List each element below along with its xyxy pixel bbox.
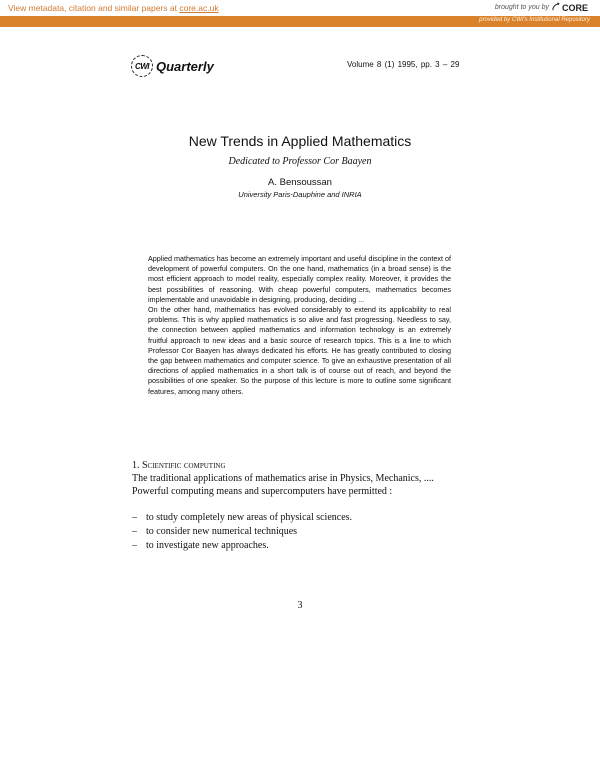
section-number: 1. (132, 460, 140, 471)
list-item-text: to consider new numerical techniques (146, 526, 298, 537)
list-item (132, 511, 470, 524)
core-logo-text: CORE (561, 2, 588, 13)
cwi-badge-icon: CWI (131, 55, 153, 77)
section-intro: The traditional applications of mathematics arise in Physics, Mechanics, .... Powerful computing means and supercomputers have permitted : (132, 473, 434, 497)
list-item-text: to study completely new areas of physical sciences. (146, 512, 353, 523)
core-logo-icon (551, 2, 560, 13)
section-heading (132, 460, 226, 471)
core-link-domain[interactable]: core.ac.uk (179, 3, 219, 13)
core-provided-by[interactable]: provided by CWI's Institutional Repository (479, 17, 590, 23)
core-brought-by[interactable] (495, 2, 588, 13)
list-item (132, 525, 470, 538)
list-item-text: to investigate new approaches. (146, 540, 269, 551)
core-provided-bar (0, 16, 600, 27)
dash-icon: – (132, 512, 137, 523)
section-title: Scientific computing (142, 460, 226, 471)
abstract-paragraph-2: On the other hand, mathematics has evolved considerably to extend its applicability to real problems. This is why applied mathematics is so alive and fast progressing. Needless to say, the connection between applied mathematics and information technology is an extremely fruitful approach to new ideas and a basic source of research topics. This is a line to which Professor Cor Baayen has always dedicated his efforts. He has greatly contributed to closing the gap between mathematics and computer science. To give an exhaustive presentation of all directions of applied mathematics in a short talk is of course out of reach, and beyond the possibilities of one speaker. So the purpose of this lecture is more to outline some significant features, among many others. (148, 305, 451, 396)
core-banner (0, 0, 600, 16)
list-item (132, 539, 470, 552)
article-affiliation: University Paris-Dauphine and INRIA (238, 190, 362, 199)
dash-icon: – (132, 526, 137, 537)
article-title: New Trends in Applied Mathematics (188, 133, 412, 149)
journal-logo (131, 54, 214, 78)
dash-icon: – (132, 540, 137, 551)
article-dedication: Dedicated to Professor Cor Baayen (228, 156, 372, 167)
core-metadata-link[interactable] (8, 3, 219, 13)
abstract (148, 254, 451, 397)
bullet-list (132, 511, 470, 552)
core-link-prefix: View metadata, citation and similar papers at (8, 3, 180, 13)
volume-info: Volume 8 (1) 1995, pp. 3 – 29 (347, 60, 460, 69)
page-number: 3 (297, 600, 303, 611)
core-brought-by-label: brought to you by (494, 4, 549, 11)
article-author: A. Bensoussan (268, 177, 332, 188)
journal-name: Quarterly (156, 58, 214, 74)
abstract-paragraph-1: Applied mathematics has become an extremely important and useful discipline in the context of development of powerful computers. On the one hand, mathematics (in a broad sense) is the most efficient approach to model reality, especially complex reality. Moreover, it provides the best possibilities of reasoning. With cheap powerful computers, mathematics becomes implementable and unavoidable in designing, producing, deciding ... (148, 254, 451, 304)
section-body (132, 472, 470, 553)
